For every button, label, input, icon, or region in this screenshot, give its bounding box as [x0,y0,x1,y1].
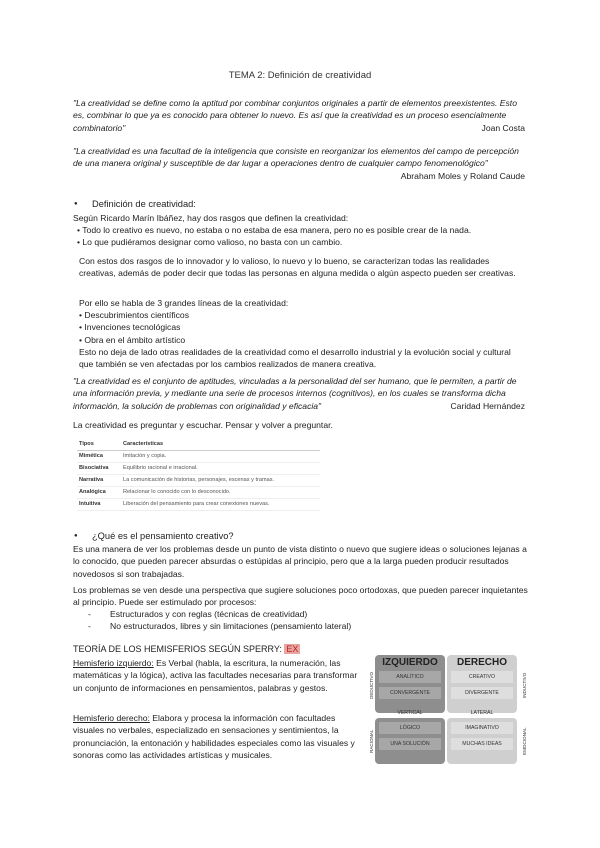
right-bottom-label: MUCHAS IDEAS [451,738,513,750]
middle-right-label: LATERAL [470,710,494,716]
quote-author: Abraham Moles y Roland Caude [400,170,525,181]
list-item: • Lo que pudiéramos designar como valioso, no basta con un cambio. [77,237,343,248]
list-item: • Todo lo creativo es nuevo, no estaba o no estaba de esa manera, pero no es posible crear de la nada. [77,225,472,235]
quote-author: Caridad Hernández [450,400,525,411]
list-item: • Descubrimientos científicos [79,310,189,320]
list-item: - Estructurados y con reglas (técnicas de creatividad) [110,608,520,620]
sperry-heading-text: TEORÍA DE LOS HEMISFERIOS SEGÚN SPERRY: [73,644,282,654]
types-table [77,439,320,511]
quote-text: "La creatividad es una facultad de la inteligencia que consiste en reorganizar los elementos del campo de percepción de una manera original y susceptible de dar lugar a operaciones dentro de cualquier campo fenomenológico" [73,146,519,169]
right-bottom-label: IMAGINATIVO [451,722,513,734]
column-header: Características [121,439,320,451]
type-cell: Narrativa [77,475,121,487]
left-hemisphere-text [73,657,358,694]
left-bottom-label: UNA SOLUCIÓN [379,738,441,750]
paragraph-pensamiento: Es una manera de ver los problemas desde un punto de vista distinto o nuevo que sugiere ideas o soluciones lejanas a lo conocido, que pueden parecer absurdas o estúpidas al principio, pero que a la larga pueden producir resultados novedosos si son trabajadas. [73,544,527,579]
quote-costa [73,97,525,134]
right-title: DERECHO [456,657,507,668]
right-top-label: DIVERGENTE [451,687,513,699]
description-cell: La comunicación de historias, personajes, escenas y tramas. [121,475,320,487]
list-item: - No estructurados, libres y sin limitaciones (pensamiento lateral) [110,620,520,632]
section-heading-pensamiento: ● ¿Qué es el pensamiento creativo? [92,530,234,542]
paragraph-realidades: Esto no deja de lado otras realidades de la creatividad como el desarrollo industrial y la evolución social y cultural que también se ven afectadas por los cambios realizados de manera creativa. [79,347,511,370]
processes-list [110,608,520,633]
description-cell: Imitación y copia. [121,451,320,463]
ask-sentence: La creatividad es preguntar y escuchar. Pensar y volver a preguntar. [73,420,333,430]
left-bottom-label: LÓGICO [379,722,441,734]
side-label-inductivo: INDUCTIVO [522,672,527,698]
side-label-racional: RACIONAL [369,729,374,753]
right-hemisphere-description: Elabora y procesa la información con facultades visuales no verbales, especializado en sensaciones y sentimientos, la pronunciación, la entonación y habilidades especiales como las visuales y sonoras como las actividades artísticas y musicales. [73,713,355,761]
quote-hernandez [73,375,525,412]
type-cell: Intuitiva [77,499,121,511]
left-title: IZQUIERDO [382,657,438,668]
side-label-emocional: EMOCIONAL [522,727,527,755]
table-row [77,451,320,463]
table-header-row [77,439,320,451]
paragraph-rasgos: Con estos dos rasgos de lo innovador y lo valioso, lo nuevo y lo bueno, se caracterizan todas las realidades creativas, además de poder decir que todas las personas en alguna medida o algún aspecto pueden ser creativas. [79,256,516,279]
middle-left-label: VERTICAL [397,710,423,716]
paragraph-problemas: Los problemas se ven desde una perspectiva que sugiere soluciones poco ortodoxas, que pueden parecer inquietantes al principio. Puede ser estimulado por procesos: [73,585,528,608]
quote-text: "La creatividad se define como la aptitud por combinar conjuntos originales a partir de elementos preexistentes. Esto es, combinar lo que ya es conocido para obtener lo nuevo. Es así que la creatividad es un proceso esencialmente combinatorio" [73,98,517,133]
exam-tag: EX [286,644,299,654]
quote-text: "La creatividad es el conjunto de aptitudes, vinculadas a la personalidad del ser humano, que le permiten, a partir de una información previa, y mediante una serie de procesos internos (cognitivos), en los cuales se transforma dicha información, la solución de problemas con originalidad y eficacia" [73,376,517,411]
table-row [77,463,320,475]
list-item: • Obra en el ámbito artístico [79,334,186,345]
type-cell: Bisociativa [77,463,121,475]
type-cell: Analógica [77,487,121,499]
right-hemisphere-label: Hemisferio derecho: [73,713,150,723]
table-row [77,475,320,487]
quote-moles [73,145,525,181]
column-header: Tipos [77,439,121,451]
sperry-heading [73,643,300,655]
list-item: • Invenciones tecnológicas [79,322,181,333]
lines-intro: Por ello se habla de 3 grandes líneas de la creatividad: [79,298,289,308]
quote-author: Joan Costa [481,122,525,133]
right-top-label: CREATIVO [451,671,513,683]
description-cell: Equilibrio racional e irracional. [121,463,320,475]
left-hemisphere-label: Hemisferio izquierdo: [73,658,154,668]
lines-list [79,309,534,346]
description-cell: Liberación del pensamiento para crear conexiones nuevas. [121,499,320,511]
page-title: TEMA 2: Definición de creatividad [228,70,372,81]
description-cell: Relacionar lo conocido con lo desconocido. [121,487,320,499]
section-heading-definicion: ● Definición de creatividad: [92,198,196,210]
left-top-label: CONVERGENTE [379,687,441,699]
hemisphere-diagram [364,655,527,765]
left-top-label: ANALÍTICO [379,671,441,683]
table-row [77,499,320,511]
right-hemisphere-text [73,712,358,762]
side-label-deductivo: DEDUCTIVO [369,671,374,699]
type-cell: Mimética [77,451,121,463]
left-hemisphere-description: Es Verbal (habla, la escritura, la numeración, las matemáticas y la lógica), activa las facultades necesarias para transformar un conjunto de informaciones en pensamientos, palabras y gestos. [73,658,358,693]
definition-intro: Según Ricardo Marín Ibáñez, hay dos rasgos que definen la creatividad: [73,213,349,223]
table-row [77,487,320,499]
traits-list [77,224,532,249]
